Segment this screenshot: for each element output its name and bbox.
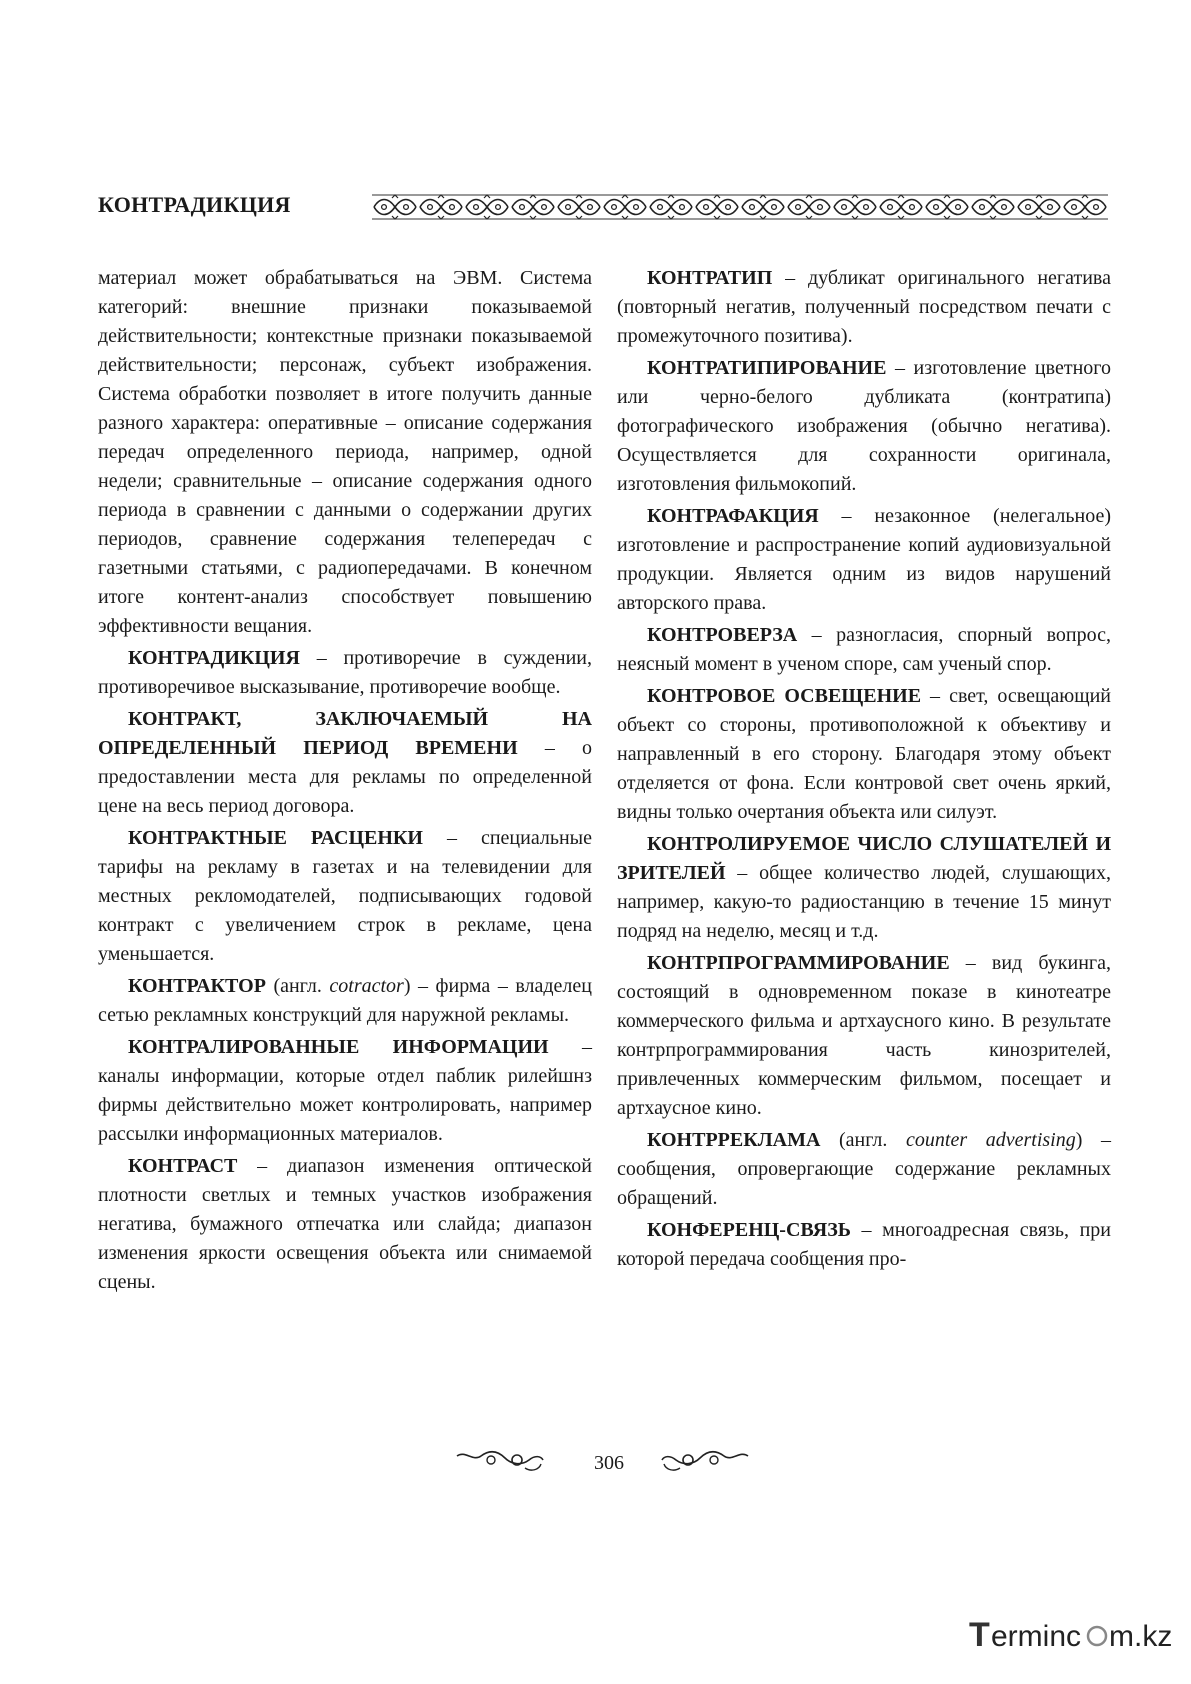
page-number: 306	[594, 1452, 624, 1474]
dictionary-entry: КОНТРАКТНЫЕ РАСЦЕНКИ – специальные тарифы на рекламу в газетах и на телевидении для местных рекломодателей, подписывающих годовой контракт с увеличением строк в рекламе, цена уменьшается.	[98, 827, 592, 965]
svg-text:T: T	[969, 1616, 990, 1654]
entry-term: КОНТРАКТОР	[128, 975, 266, 997]
entry-term: КОНТРОВЕРЗА	[647, 624, 798, 646]
dictionary-entry: КОНТРРЕКЛАМА (англ. counter advertising) – сообщения, опровергающие содержание рекламных обращений.	[617, 1129, 1111, 1209]
dictionary-entry: КОНТРАСТ – диапазон изменения оптической плотности светлых и темных участков изображения негатива, бумажного отпечатка или слайда; диапазон изменения яркости освещения объекта или снимаемой сцены.	[98, 1155, 592, 1293]
entry-term: КОНТРАЛИРОВАННЫЕ ИНФОРМАЦИИ	[128, 1036, 549, 1058]
right-flourish-icon	[660, 1446, 750, 1476]
svg-text:m.kz: m.kz	[1109, 1620, 1173, 1653]
entry-term: КОНТРАТИПИРОВАНИЕ	[647, 357, 887, 379]
ornament-band	[372, 194, 1108, 220]
running-head: КОНТРАДИКЦИЯ	[98, 192, 291, 217]
entry-term: КОНТРОВОЕ ОСВЕЩЕНИЕ	[647, 685, 922, 707]
dictionary-entry: КОНТРАТИПИРОВАНИЕ – изготовление цветного или черно-белого дубликата (контратипа) фотографического изображения (обычно негатива). Осуществляется для сохранности оригинала, изготовления фильмокопий.	[617, 357, 1111, 495]
dictionary-entry: КОНТРАФАКЦИЯ – незаконное (нелегальное) изготовление и распространение копий аудиовизуальной продукции. Является одним из видов нарушений авторского права.	[617, 505, 1111, 614]
dictionary-entry: КОНФЕРЕНЦ-СВЯЗЬ – многоадресная связь, при которой передача сообщения про-	[617, 1219, 1111, 1270]
dictionary-entry: КОНТРОЛИРУЕМОЕ ЧИСЛО СЛУШАТЕЛЕЙ И ЗРИТЕЛЕЙ – общее количество людей, слушающих, например, какую-то радиостанцию в течение 15 минут подряд на неделю, месяц и т.д.	[617, 833, 1111, 942]
paragraph: материал может обрабатываться на ЭВМ. Система категорий: внешние признаки показываемой действительности; контекстные признаки показываемой действительности; персонаж, субъект изображения. Система обработки позволяет в итоге получить данные разного характера: оперативные – описание содержания передач определенного периода, например, одной недели; сравнительные – описание содержания одного периода в сравнении с данными о содержании других периодов, сравнение содержания телепередач с газетными статьями, с радиопередачами. В конечном итоге контент-анализ способствует повышению эффективности вещания.	[98, 267, 592, 637]
termincom-logo[interactable]	[965, 1610, 1175, 1660]
svg-text:erminc: erminc	[991, 1620, 1082, 1653]
dictionary-entry: КОНТРАТИП – дубликат оригинального негатива (повторный негатив, полученный посредством печати с промежуточного позитива).	[617, 267, 1111, 347]
left-column	[98, 264, 592, 1297]
dictionary-entry: КОНТРАДИКЦИЯ – противоречие в суждении, противоречивое высказывание, противоречие вообще.	[98, 647, 592, 698]
entry-term: КОНТРАСТ	[128, 1155, 238, 1177]
dictionary-entry: КОНТРОВОЕ ОСВЕЩЕНИЕ – свет, освещающий объект со стороны, противоположной к объективу и направленный в его сторону. Благодаря этому объект отделяется от фона. Если контровой свет очень яркий, видны только очертания объекта или силуэт.	[617, 685, 1112, 823]
entry-term: КОНТРАТИП	[647, 267, 773, 289]
dictionary-entry: КОНТРАКТ, ЗАКЛЮЧАЕМЫЙ НА ОПРЕДЕЛЕННЫЙ ПЕРИОД ВРЕМЕНИ – о предоставлении места для рекламы по определенной цене на весь период договора.	[98, 708, 592, 817]
page-footer	[0, 1444, 1191, 1484]
entry-term: КОНТРОЛИРУЕМОЕ ЧИСЛО СЛУШАТЕЛЕЙ И ЗРИТЕЛЕЙ	[617, 833, 1111, 884]
entry-term: КОНТРАКТНЫЕ РАСЦЕНКИ	[128, 827, 423, 849]
entry-term: КОНТРАДИКЦИЯ	[128, 647, 300, 669]
entry-term: КОНТРАКТ, ЗАКЛЮЧАЕМЫЙ НА ОПРЕДЕЛЕННЫЙ ПЕРИОД ВРЕМЕНИ	[98, 708, 592, 759]
dictionary-entry: КОНТРАЛИРОВАННЫЕ ИНФОРМАЦИИ – каналы информации, которые отдел паблик рилейшнз фирмы действительно может контролировать, например рассылки информационных материалов.	[98, 1036, 592, 1145]
entry-term: КОНТРРЕКЛАМА	[647, 1129, 821, 1151]
right-column	[617, 264, 1111, 1274]
dictionary-entry: КОНТРОВЕРЗА – разногласия, спорный вопрос, неясный момент в ученом споре, сам ученый спор.	[617, 624, 1111, 675]
entry-term: КОНФЕРЕНЦ-СВЯЗЬ	[647, 1219, 851, 1241]
entry-term: КОНТРАФАКЦИЯ	[647, 505, 819, 527]
dictionary-entry: КОНТРПРОГРАММИРОВАНИЕ – вид букинга, состоящий в одновременном показе в кинотеатре коммерческого фильма и артхаусного кино. В результате контрпрограммирования часть кинозрителей, привлеченных коммерческим фильмом, посещает и артхаусное кино.	[617, 952, 1111, 1119]
entry-term: КОНТРПРОГРАММИРОВАНИЕ	[647, 952, 950, 974]
left-flourish-icon	[455, 1446, 545, 1476]
dictionary-entry: КОНТРАКТОР (англ. cotractor) – фирма – владелец сетью рекламных конструкций для наружной рекламы.	[98, 975, 592, 1026]
